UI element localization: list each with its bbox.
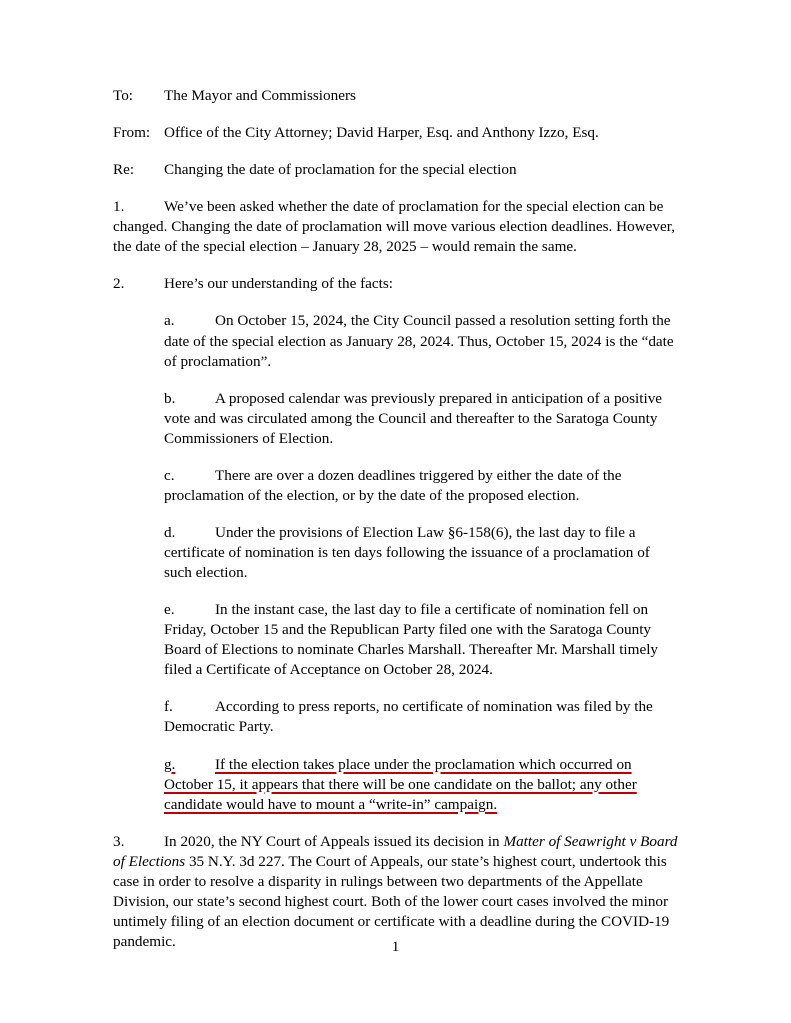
paragraph-1: [113, 197, 678, 257]
list-item-a-text: On October 15, 2024, the City Council passed a resolution setting forth the date of the special election as January 28, 2024. Thus, October 15, 2024 is the “date of proclamation”.: [164, 312, 674, 370]
list-item-e: [113, 600, 678, 680]
list-item-f-letter: f.: [164, 698, 173, 716]
list-item-e-letter: e.: [164, 601, 175, 619]
paragraph-2-number: 2.: [113, 275, 125, 293]
list-item-d-text: Under the provisions of Election Law §6-158(6), the last day to file a certificate of nomination is ten days following the issuance of a proclamation of such election.: [164, 523, 650, 582]
memo-value-re: Changing the date of proclamation for the special election: [164, 161, 517, 179]
list-item-b-letter: b.: [164, 389, 176, 407]
paragraph-3: [113, 832, 678, 952]
list-item-g: [113, 755, 678, 815]
list-item-g-text: If the election takes place under the proclamation which occurred on October 15, it appears that there will be one candidate on the ballot; any other candidate would have to mount a “write-in” campaign.: [164, 755, 637, 813]
document-body: [113, 86, 678, 969]
paragraph-2: [113, 274, 678, 294]
memo-line-from: [113, 123, 678, 143]
list-item-c: [113, 466, 678, 506]
memo-label-to: To:: [113, 87, 134, 104]
list-item-d: [113, 523, 678, 583]
list-item-b: [113, 389, 678, 449]
list-item-d-letter: d.: [164, 523, 176, 541]
case-citation: Matter of Seawright v Board of Elections: [113, 832, 678, 870]
page-number: 1: [391, 938, 400, 955]
list-item-a-letter: a.: [164, 312, 175, 330]
list-item-g-letter: g.: [164, 755, 176, 773]
paragraph-3-text-part1: In 2020, the NY Court of Appeals issued its decision in: [164, 832, 504, 850]
list-item-a: [113, 311, 678, 371]
paragraph-2-text: Here’s our understanding of the facts:: [164, 275, 394, 293]
list-item-f: [113, 697, 678, 737]
paragraph-3-text-part2: 35 N.Y. 3d 227. The Court of Appeals, our state’s highest court, undertook this case in order to resolve a disparity in rulings between two departments of the Appellate Division, our state’s second highest court. Both of the lower court cases involved the minor untimely filing of an election document or certificate with a deadline during the COVID-19 pandemic.: [113, 852, 670, 950]
memo-value-to: The Mayor and Commissioners: [164, 87, 356, 104]
list-item-c-text: There are over a dozen deadlines triggered by either the date of the proclamation of the election, or by the date of the proposed election.: [164, 466, 622, 504]
paragraph-1-text: We’ve been asked whether the date of proclamation for the special election can be changed. Changing the date of proclamation will move various election deadlines. However, the date of the special election – January 28, 2025 – would remain the same.: [113, 198, 675, 256]
list-item-f-text: According to press reports, no certificate of nomination was filed by the Democratic Party.: [164, 698, 653, 736]
memo-label-from: From:: [113, 124, 151, 142]
memo-value-from: Office of the City Attorney; David Harper, Esq. and Anthony Izzo, Esq.: [164, 124, 599, 142]
paragraph-3-number: 3.: [113, 832, 125, 850]
memo-line-re: [113, 160, 678, 180]
paragraph-1-number: 1.: [113, 198, 125, 216]
memo-label-re: Re:: [113, 161, 135, 179]
memo-line-to: [113, 86, 678, 106]
list-item-e-text: In the instant case, the last day to file a certificate of nomination fell on Friday, October 15 and the Republican Party filed one with the Saratoga County Board of Elections to nominate Charles Marshall. Thereafter Mr. Marshall timely filed a Certificate of Acceptance on October 28, 2024.: [164, 601, 659, 679]
list-item-c-letter: c.: [164, 466, 175, 484]
list-item-b-text: A proposed calendar was previously prepared in anticipation of a positive vote and was circulated among the Council and thereafter to the Saratoga County Commissioners of Election.: [164, 389, 663, 447]
